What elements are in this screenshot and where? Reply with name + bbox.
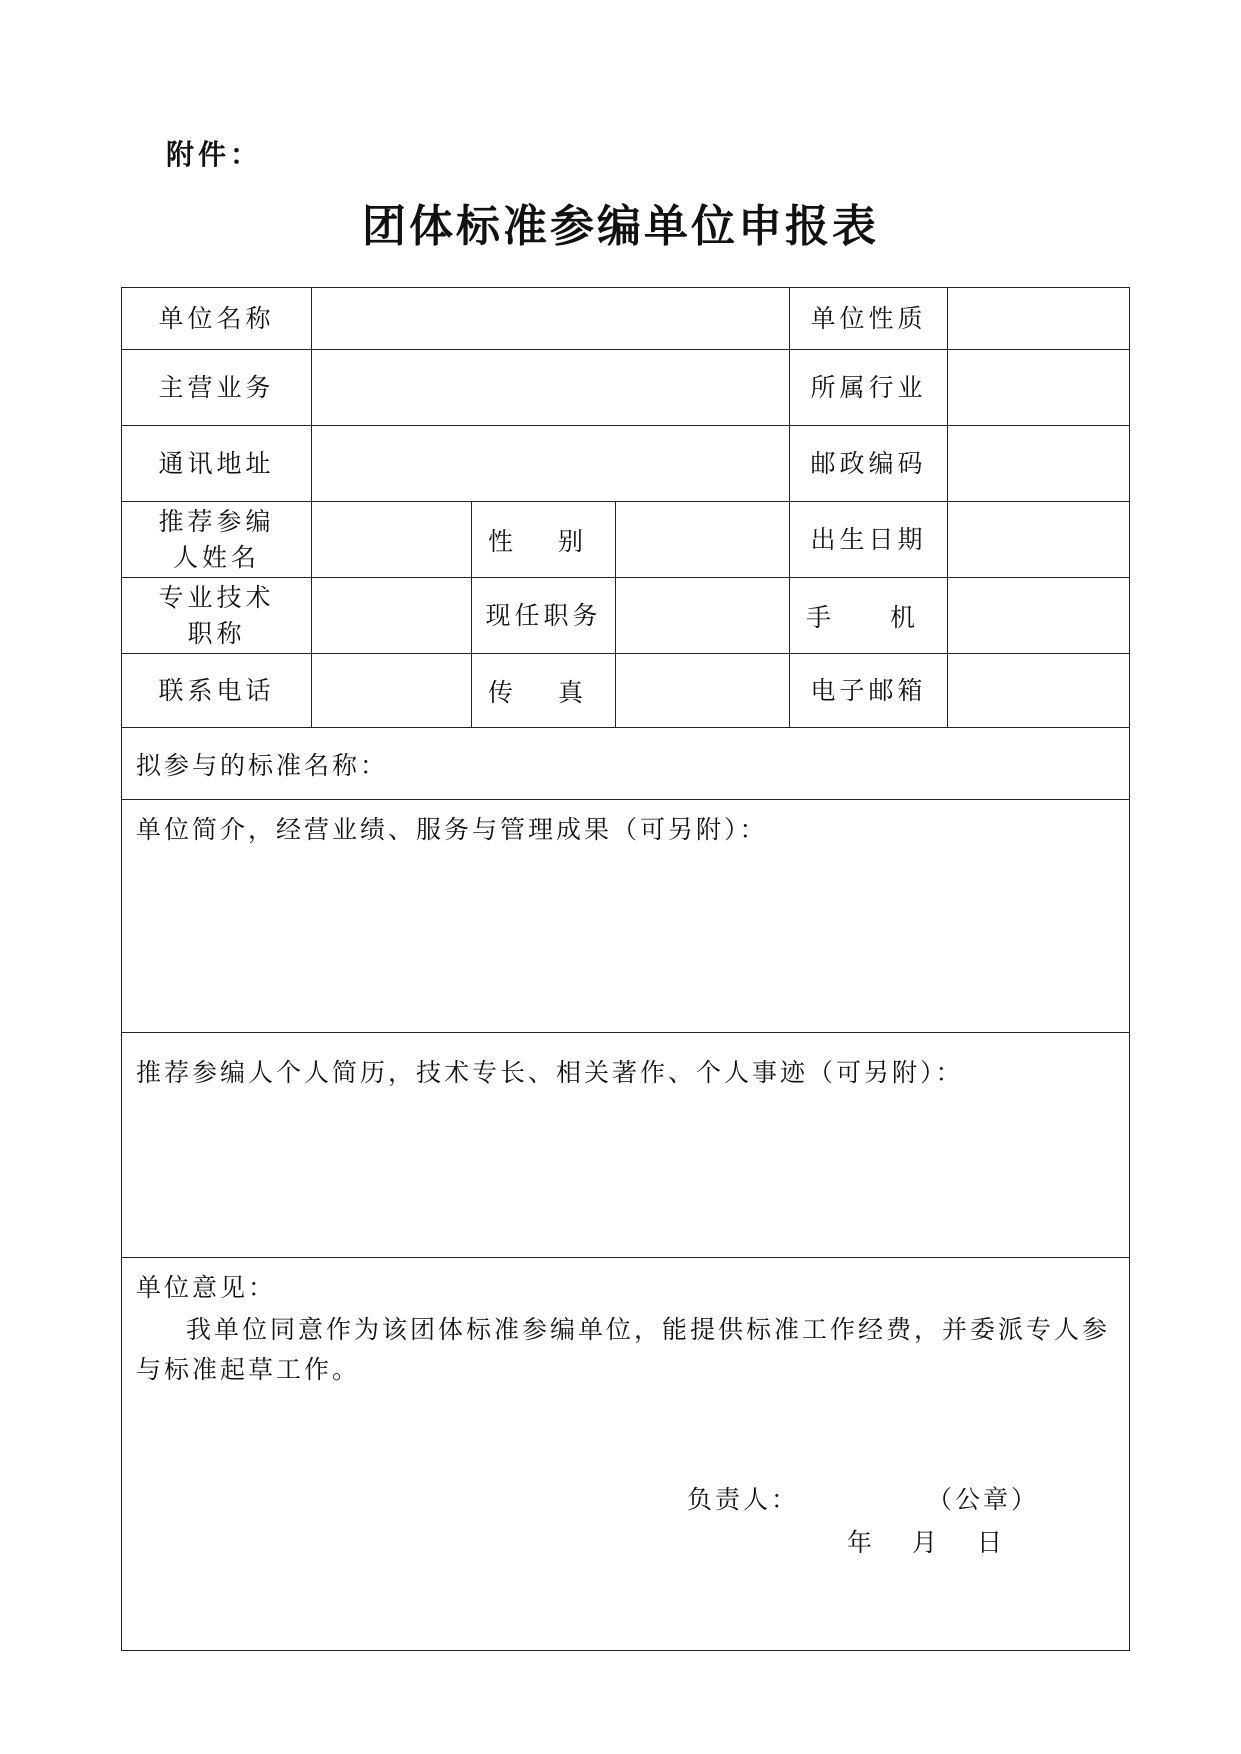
unit-opinion-label: 单位意见： (136, 1273, 277, 1302)
unit-intro-cell[interactable] (122, 800, 1130, 1033)
professional-title-label-line1: 专业技术 (158, 582, 275, 612)
email-label: 电子邮箱 (790, 654, 948, 728)
unit-intro-label: 单位简介，经营业绩、服务与管理成果（可另附）： (136, 815, 768, 844)
fax-label-char1: 传 (488, 677, 514, 707)
industry-field[interactable] (948, 350, 1130, 426)
unit-opinion-text: 我单位同意作为该团体标准参编单位，能提供标准工作经费，并委派专人参与标准起草工作。 (136, 1315, 1111, 1384)
gender-label-char2: 别 (557, 526, 583, 556)
phone-label: 联系电话 (122, 654, 312, 728)
person-resume-label: 推荐参编人个人简历，技术专长、相关著作、个人事迹（可另附）： (136, 1058, 964, 1087)
birthdate-label: 出生日期 (790, 502, 948, 578)
standard-name-cell[interactable] (122, 728, 1130, 800)
signature-area (122, 1390, 1129, 1650)
unit-nature-field[interactable] (948, 288, 1130, 350)
position-field[interactable] (616, 578, 790, 654)
responsible-person-label: 负责人： (687, 1485, 800, 1514)
application-form (121, 287, 1130, 1651)
professional-title-label-line2: 职称 (187, 618, 246, 648)
unit-opinion-cell[interactable] (122, 1258, 1130, 1651)
unit-nature-label: 单位性质 (790, 288, 948, 350)
main-business-label: 主营业务 (122, 350, 312, 426)
recommender-name-field[interactable] (312, 502, 472, 578)
postcode-label: 邮政编码 (790, 426, 948, 502)
professional-title-label (122, 578, 312, 654)
mobile-label (790, 578, 948, 654)
fax-label (472, 654, 616, 728)
form-title: 团体标准参编单位申报表 (362, 201, 879, 252)
gender-field[interactable] (616, 502, 790, 578)
mobile-label-char1: 手 (806, 602, 832, 632)
recommender-name-label-line1: 推荐参编 (158, 506, 275, 536)
gender-label-char1: 性 (488, 526, 514, 556)
date-line (847, 1523, 1002, 1559)
birthdate-field[interactable] (948, 502, 1130, 578)
postcode-field[interactable] (948, 426, 1130, 502)
professional-title-field[interactable] (312, 578, 472, 654)
address-field[interactable] (312, 426, 790, 502)
year-label: 年 (847, 1528, 873, 1557)
fax-label-char2: 真 (557, 677, 583, 707)
recommender-name-label (122, 502, 312, 578)
position-label: 现任职务 (472, 578, 616, 654)
mobile-label-char2: 机 (890, 602, 916, 632)
attachment-label: 附件： (166, 138, 263, 171)
unit-name-field[interactable] (312, 288, 790, 350)
main-business-field[interactable] (312, 350, 790, 426)
address-label: 通讯地址 (122, 426, 312, 502)
mobile-field[interactable] (948, 578, 1130, 654)
unit-name-label: 单位名称 (122, 288, 312, 350)
industry-label: 所属行业 (790, 350, 948, 426)
official-seal-label: （公章） (927, 1485, 1040, 1514)
email-field[interactable] (948, 654, 1130, 728)
day-label: 日 (977, 1528, 1003, 1557)
fax-field[interactable] (616, 654, 790, 728)
standard-name-label: 拟参与的标准名称： (136, 750, 389, 780)
month-label: 月 (912, 1528, 938, 1557)
person-resume-cell[interactable] (122, 1033, 1130, 1258)
phone-field[interactable] (312, 654, 472, 728)
recommender-name-label-line2: 人姓名 (172, 542, 260, 572)
gender-label (472, 502, 616, 578)
